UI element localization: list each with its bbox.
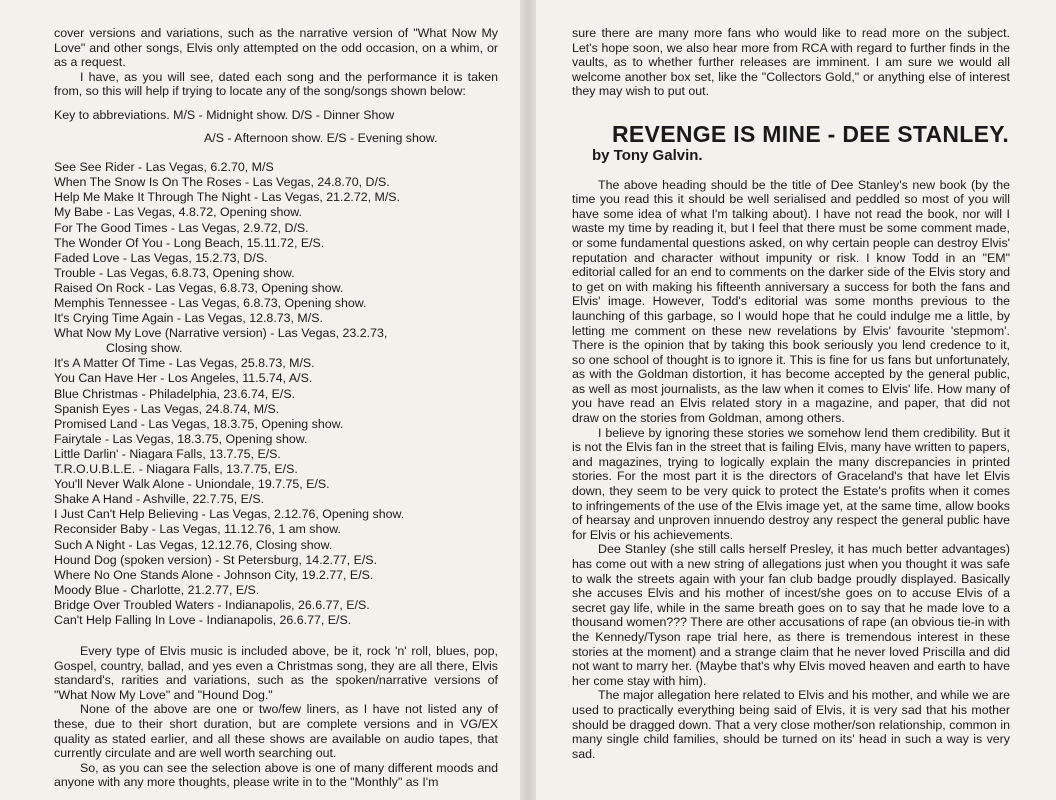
song-item: I Just Can't Help Believing - Las Vegas, 2.12.76, Opening show. [54,507,405,522]
song-item: Shake A Hand - Ashville, 22.7.75, E/S. [54,492,265,507]
song-item: Blue Christmas - Philadelphia, 23.6.74, E/S. [54,386,296,401]
song-item: The Wonder Of You - Long Beach, 15.11.72, E/S. [54,235,325,250]
song-item: Where No One Stands Alone - Johnson City, 19.2.77, E/S. [54,567,374,582]
song-item: It's Crying Time Again - Las Vegas, 12.8.73, M/S. [54,311,323,326]
song-item: Hound Dog (spoken version) - St Petersburg, 14.2.77, E/S. [54,552,378,567]
song-item: Reconsider Baby - Las Vegas, 11.12.76, 1 am show. [54,522,341,537]
song-item: See See Rider - Las Vegas, 6.2.70, M/S [54,160,274,175]
song-item: You'll Never Walk Alone - Uniondale, 19.7.75, E/S. [54,477,330,492]
song-item: Can't Help Falling In Love - Indianapolis, 26.6.77, E/S. [54,612,352,627]
song-item: Trouble - Las Vegas, 6.8.73, Opening show. [54,265,295,280]
every-type-paragraph: Every type of Elvis music is included above, be it, rock 'n' roll, blues, pop, Gospel, country, ballad, and yes even a Christmas song, they are all there, Elvis standard's, rarities and variations, such as the spoken/narrative versions of "What Now My Love" and "Hound Dog." [54,644,498,702]
song-item: Little Darlin' - Niagara Falls, 13.7.75, E/S. [54,446,281,461]
song-item: You Can Have Her - Los Angeles, 11.5.74, A/S. [54,371,313,386]
right-intro-paragraph: sure there are many more fans who would like to read more on the subject. Let's hope soon, we also hear more from RCA with regard to further finds in the vaults, as to whether further releases are imminent. I am sure we would all welcome another box set, like the "Collectors Gold," or anything else of interest they may wish to put out. [572,26,1010,99]
song-item-continuation: Closing show. [106,341,183,356]
song-item: It's A Matter Of Time - Las Vegas, 25.8.73, M/S. [54,356,315,371]
song-item: My Babe - Las Vegas, 4.8.72, Opening show. [54,205,302,220]
song-item: Spanish Eyes - Las Vegas, 24.8.74, M/S. [54,401,280,416]
article-paragraph: The above heading should be the title of Dee Stanley's new book (by the time you read this it should be well serialised and peddled so most of you will have some idea of what I'm talking about). I have not read the book, nor will I waste my time by reading it, but I feel that there must be some comment made, or some fundamental questions asked, on why certain people can destroy Elvis' reputation and character without impunity or risk. I know Todd in an "EM" editorial called for an end to comments on the darker side of the Elvis story and to get on with making his fifteenth anniversary a success for both the fans and Elvis' image. However, Todd's editorial was some months previous to the launching of this garbage, so I would hope that he could indulge me a little, by letting me comment on these new revelations by Elvis' favourite 'stepmom'. There is the opinion that by taking this book seriously you lend credence to it, so one school of thought is to ignore it. This is fine for us fans but unfortunately, as with the Goldman distortion, it has become accepted by the general public, as well as most journalists, as the law when it comes to Elvis' life. How many of you have read an Elvis related story in a magazine, and paper, that did not draw on the stories from Goldman, among others. [572,177,1010,426]
dated-paragraph: I have, as you will see, dated each song and the performance it is taken from, so this will help if trying to locate any of the song/songs shown below: [54,69,498,99]
song-list [54,160,498,628]
song-item: T.R.O.U.B.L.E. - Niagara Falls, 13.7.75, E/S. [54,462,298,477]
article-paragraph: I believe by ignoring these stories we somehow lend them credibility. But it is not the Elvis fan in the street that is failing Elvis, many have written to papers, and magazines, trying to logically explain the many discrepancies in printed stories. For the most part it is the directors of Graceland's that have let Elvis down, they seem to be very quick to protect the Estate's profits when it comes to infringements of the use of the Elvis image yet, at the same time, allow books of hearsay and unproven innuendo destroy any respect the general public have for Elvis or his achievements. [572,425,1010,542]
page-gutter [520,0,536,800]
song-item: When The Snow Is On The Roses - Las Vegas, 24.8.70, D/S. [54,175,390,190]
song-item: Raised On Rock - Las Vegas, 6.8.73, Opening show. [54,280,344,295]
song-item: Memphis Tennessee - Las Vegas, 6.8.73, Opening show. [54,296,367,310]
right-page [536,0,1056,800]
song-item: Help Me Make It Through The Night - Las Vegas, 21.2.72, M/S. [54,190,400,205]
song-item: Faded Love - Las Vegas, 15.2.73, D/S. [54,250,268,265]
article-byline: by Tony Galvin. [592,146,703,164]
song-item: Fairytale - Las Vegas, 18.3.75, Opening show. [54,431,308,446]
song-item: For The Good Times - Las Vegas, 2.9.72, D/S. [54,220,309,235]
article-paragraph: Dee Stanley (she still calls herself Presley, it has much better advantages) has come out with a new string of allegations just when you thought it was safe to walk the streets again with your fan club badge proudly displayed. Basically she accuses Elvis and his mother of incest/she goes on to accuse Elvis of a secret gay life, while in the same breath goes on to say that he made love to a thousand women??? There are other accusations of rape (an obvious tie-in with the Kennedy/Tyson rape trial here, as there is tremendous interest in these stories at the moment) and a strange claim that he never loved Priscilla and did not want to marry her. (Maybe that's why Elvis moved heaven and earth to have her come stay with him). [572,542,1010,688]
song-item: Moody Blue - Charlotte, 21.2.77, E/S. [54,582,260,597]
none-above-paragraph: None of the above are one or two/few liners, as I have not listed any of these, due to their short duration, but are complete versions and in VG/EX quality as stated earlier, and all these shows are available on audio tapes, that currently circulate and are well worth searching out. [54,702,498,761]
left-page [0,0,520,800]
closing-paragraph: So, as you can see the selection above is one of many different moods and anyone with any more thoughts, please write in to the "Monthly" as I'm [54,760,498,790]
article-body [572,178,1010,762]
song-item: Promised Land - Las Vegas, 18.3.75, Opening show. [54,416,344,431]
abbreviation-key-line-1: Key to abbreviations. M/S - Midnight show. D/S - Dinner Show [54,107,395,122]
song-item: Such A Night - Las Vegas, 12.12.76, Closing show. [54,537,333,552]
article-headline: REVENGE IS MINE - DEE STANLEY. [612,120,1010,147]
left-intro-paragraph: cover versions and variations, such as the narrative version of "What Now My Love" and other songs, Elvis only attempted on the odd occasion, on a whim, or as a request. [54,26,498,70]
song-item: What Now My Love (Narrative version) - Las Vegas, 23.2.73, [54,326,388,341]
song-item: Bridge Over Troubled Waters - Indianapolis, 26.6.77, E/S. [54,597,370,612]
article-paragraph: The major allegation here related to Elvis and his mother, and while we are used to practically everything being said of Elvis, it is very sad that his mother should be dragged down. That a very close mother/son relationship, common in many single child families, should be turned on its' head in such a way is very sad. [572,688,1010,761]
abbreviation-key-line-2: A/S - Afternoon show. E/S - Evening show. [204,130,438,145]
